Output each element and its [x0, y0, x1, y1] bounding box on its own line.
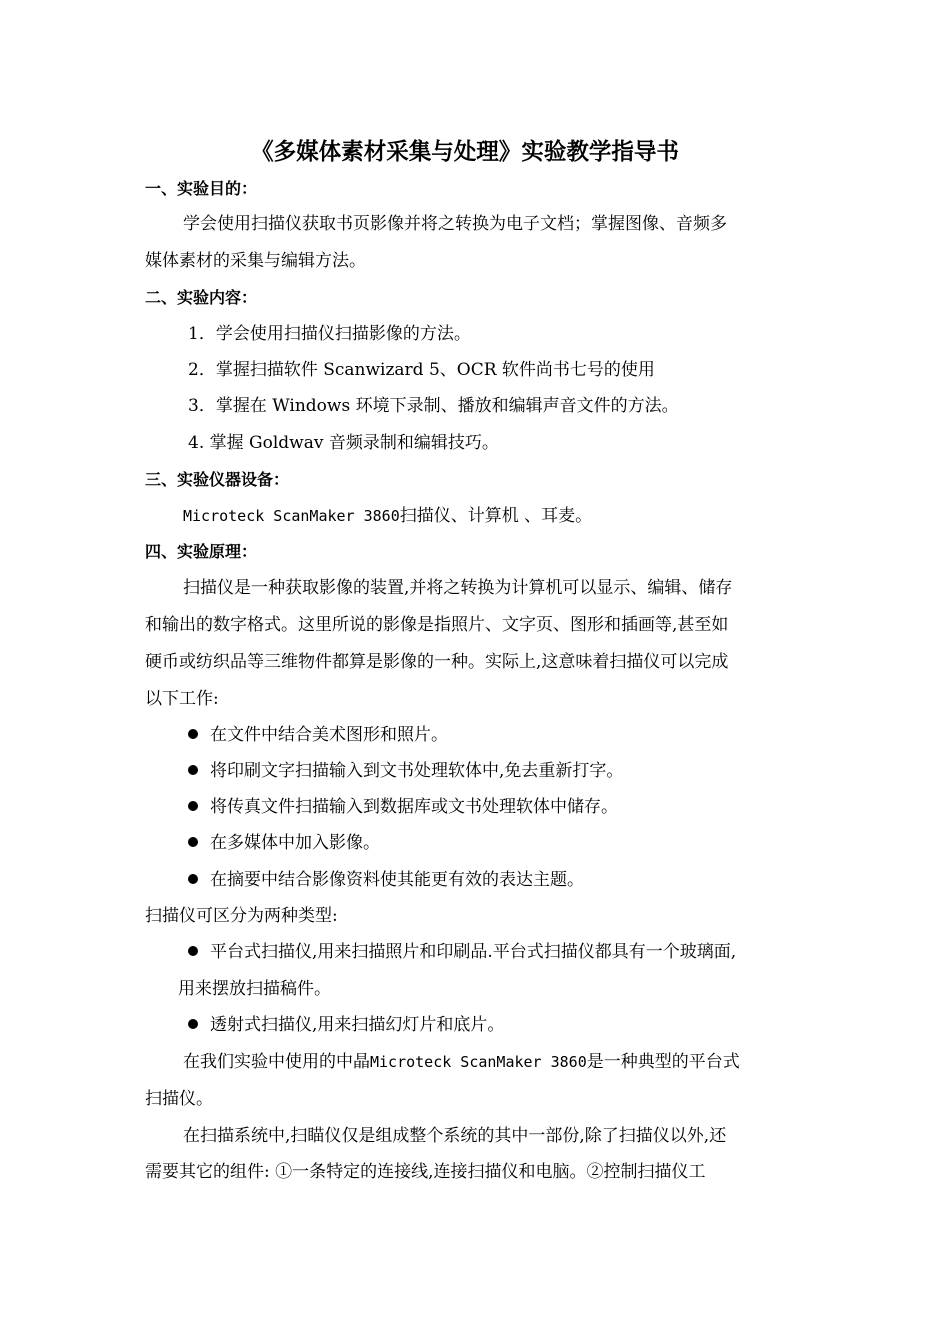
- bullet-icon: [188, 874, 198, 884]
- bullet-icon: [188, 837, 198, 847]
- principle-para2-line-2: 扫描仪。: [145, 1089, 213, 1109]
- heading-principle: 四、实验原理：: [145, 542, 258, 561]
- list-item: 在多媒体中加入影像。: [188, 829, 380, 857]
- purpose-line-2: 媒体素材的采集与编辑方法。: [145, 251, 366, 271]
- equipment-rest: 扫描仪、计算机 、耳麦。: [399, 506, 593, 526]
- list-item: 平台式扫描仪,用来扫描照片和印刷品.平台式扫描仪都具有一个玻璃面,: [188, 938, 736, 966]
- list-item: 将印刷文字扫描输入到文书处理软体中,免去重新打字。: [188, 757, 623, 785]
- content-item-4: 4. 掌握 Goldwav 音频录制和编辑技巧。: [188, 433, 499, 453]
- principle-para1-line-2: 和输出的数字格式。这里所说的影像是指照片、文字页、图形和插画等,甚至如: [145, 615, 729, 635]
- list-item: 在文件中结合美术图形和照片。: [188, 721, 448, 749]
- bullet-icon: [188, 801, 198, 811]
- bullet-icon: [188, 729, 198, 739]
- heading-content: 二、实验内容：: [145, 288, 258, 307]
- principle-para3-line-1: 在扫描系统中,扫瞄仪仅是组成整个系统的其中一部份,除了扫描仪以外,还: [183, 1126, 727, 1146]
- principle-para2-line-1: 在我们实验中使用的中晶Microteck ScanMaker 3860是一种典型的平台式: [183, 1052, 740, 1072]
- principle-para3-line-2: 需要其它的组件: ①一条特定的连接线,连接扫描仪和电脑。②控制扫描仪工: [145, 1162, 706, 1182]
- purpose-line-1: 学会使用扫描仪获取书页影像并将之转换为电子文档；掌握图像、音频多: [183, 214, 727, 234]
- list-item: 透射式扫描仪,用来扫描幻灯片和底片。: [188, 1011, 504, 1039]
- types-continuation: 用来摆放扫描稿件。: [178, 979, 331, 999]
- document-title: 《多媒体素材采集与处理》实验教学指导书: [251, 139, 679, 165]
- types-intro: 扫描仪可区分为两种类型:: [145, 906, 338, 926]
- content-item-2: 2．掌握扫描软件 Scanwizard 5、OCR 软件尚书七号的使用: [188, 360, 655, 380]
- bullet-icon: [188, 1019, 198, 1029]
- heading-equipment: 三、实验仪器设备：: [145, 470, 290, 489]
- principle-para1-line-3: 硬币或纺织品等三维物件都算是影像的一种。实际上,这意味着扫描仪可以完成: [145, 652, 729, 672]
- content-item-1: 1．学会使用扫描仪扫描影像的方法。: [188, 324, 471, 344]
- principle-para1-line-1: 扫描仪是一种获取影像的装置,并将之转换为计算机可以显示、编辑、储存: [183, 578, 733, 598]
- list-item: 将传真文件扫描输入到数据库或文书处理软体中储存。: [188, 793, 618, 821]
- scanner-model: Microteck ScanMaker 3860: [370, 1053, 587, 1071]
- bullet-icon: [188, 765, 198, 775]
- list-item: 在摘要中结合影像资料使其能更有效的表达主题。: [188, 866, 584, 894]
- equipment-line: [183, 502, 592, 530]
- principle-para1-line-4: 以下工作:: [145, 689, 219, 709]
- equipment-model: Microteck ScanMaker 3860: [183, 507, 400, 525]
- heading-purpose: 一、实验目的：: [145, 179, 258, 198]
- bullet-icon: [188, 946, 198, 956]
- content-item-3: 3．掌握在 Windows 环境下录制、播放和编辑声音文件的方法。: [188, 396, 679, 416]
